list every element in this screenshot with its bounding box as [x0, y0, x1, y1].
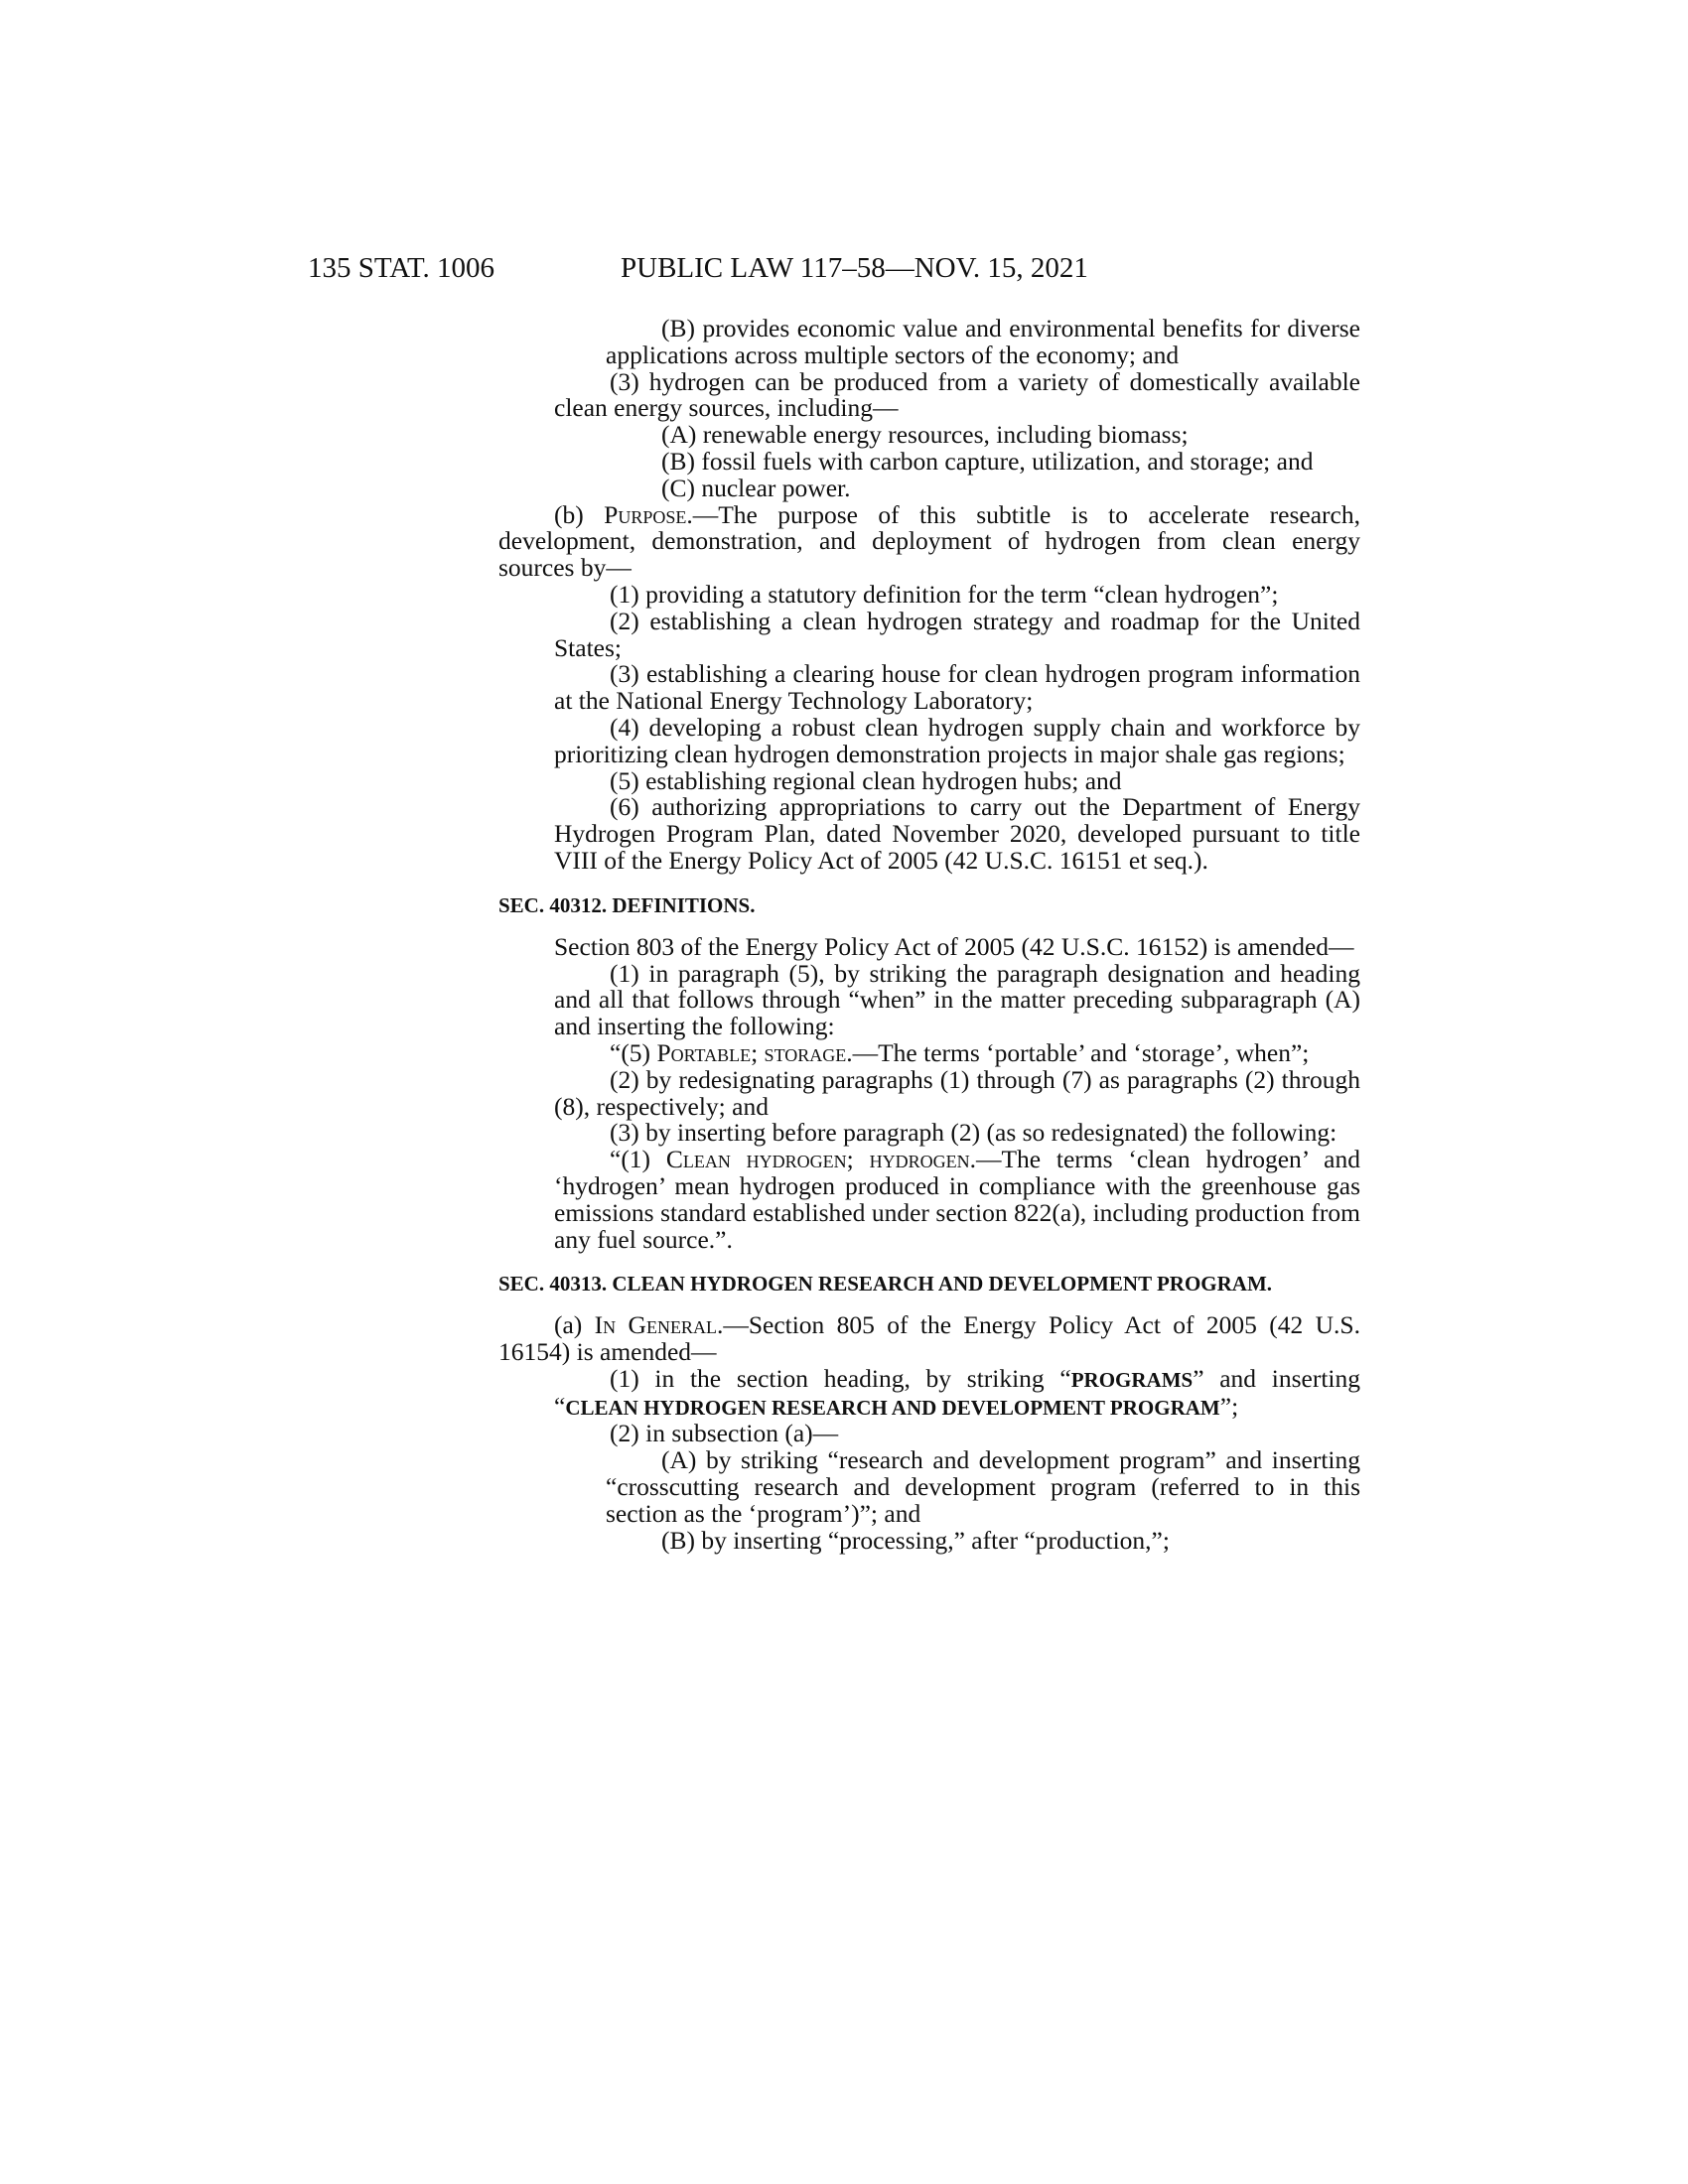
statute-body [498, 316, 1360, 1554]
amendment-text: ”; [1219, 1391, 1239, 1421]
amendment-clause-a: (A) by striking “research and development program” and inserting “crosscutting research and development program (referred to in this section as the ‘program’)”; and [606, 1445, 1360, 1528]
inserted-heading: CLEAN HYDROGEN RESEARCH AND DEVELOPMENT PROGRAM [565, 1395, 1220, 1420]
clause-b-economic-value: (B) provides economic value and environmental benefits for diverse applications across multiple sectors of the economy; and [606, 314, 1360, 369]
amendment-text: (1) in the section heading, by striking “ [610, 1363, 1071, 1393]
clause-a-renewable: (A) renewable energy resources, including biomass; [661, 420, 1189, 450]
subsection-b-purpose [498, 499, 1360, 583]
subsection-a-in-general [498, 1312, 1360, 1366]
definitions-item-2: (2) by redesignating paragraphs (1) through (7) as paragraphs (2) through (8), respectively; and [554, 1064, 1360, 1121]
purpose-item-3: (3) establishing a clearing house for clean hydrogen program information at the National Energy Technology Laboratory; [554, 659, 1360, 716]
amendment-text: ” and inserting “ [554, 1363, 1360, 1421]
definitions-quote-clean-hydrogen [498, 1147, 1360, 1253]
amendment-item-1 [498, 1363, 1360, 1422]
amendment-item-2: (2) in subsection (a)— [610, 1419, 839, 1448]
purpose-item-6: (6) authorizing appropriations to carry out the Department of Energy Hydrogen Program Plan, dated November 2020, developed pursuant to title VIII of the Energy Policy Act of 2005 (42 U.S.C. 16151 et seq.). [554, 792, 1360, 875]
purpose-item-1: (1) providing a statutory definition for the term “clean hydrogen”; [610, 579, 1279, 609]
purpose-item-2: (2) establishing a clean hydrogen strategy and roadmap for the United States; [554, 606, 1360, 662]
general-text: .—Section 805 of the Energy Policy Act of 2005 (42 U.S. 16154) is amended— [498, 1310, 1360, 1367]
struck-heading: PROGRAMS [1070, 1367, 1194, 1392]
quote-prefix: “(1) [610, 1145, 666, 1174]
running-head [308, 248, 1380, 288]
quote-heading: Clean hydrogen; hydrogen [665, 1145, 970, 1174]
public-law-citation: PUBLIC LAW 117–58—NOV. 15, 2021 [621, 252, 1088, 284]
quote-text: .—The terms ‘clean hydrogen’ and ‘hydrogen’ mean hydrogen produced in compliance with the greenhouse gas emissions standard established under section 822(a), including production from any fuel source.”. [554, 1145, 1360, 1254]
purpose-text: .—The purpose of this subtitle is to accelerate research, development, demonstration, and deployment of hydrogen from clean energy sources by— [498, 499, 1360, 583]
purpose-item-5: (5) establishing regional clean hydrogen hubs; and [610, 765, 1122, 795]
quote-prefix: “(5) [610, 1037, 657, 1067]
definitions-quote-portable [498, 1037, 1360, 1067]
purpose-item-4: (4) developing a robust clean hydrogen supply chain and workforce by prioritizing clean hydrogen demonstration projects in major shale gas regions; [554, 712, 1360, 768]
general-prefix: (a) [554, 1310, 595, 1340]
stat-page-number: 135 STAT. 1006 [308, 252, 495, 284]
section-heading-40313: SEC. 40313. CLEAN HYDROGEN RESEARCH AND DEVELOPMENT PROGRAM. [498, 1272, 1273, 1297]
quote-heading: Portable; storage [656, 1037, 847, 1067]
amendment-clause-b: (B) by inserting “processing,” after “production,”; [661, 1525, 1170, 1555]
clause-b-fossil-fuels: (B) fossil fuels with carbon capture, utilization, and storage; and [661, 446, 1314, 476]
purpose-heading: Purpose [604, 499, 687, 529]
section-heading-40312: SEC. 40312. DEFINITIONS. [498, 892, 756, 917]
definitions-intro: Section 803 of the Energy Policy Act of 2005 (42 U.S.C. 16152) is amended— [554, 931, 1354, 961]
general-heading: In General [594, 1310, 717, 1340]
definitions-item-3: (3) by inserting before paragraph (2) (as so redesignated) the following: [610, 1118, 1337, 1148]
quote-text: .—The terms ‘portable’ and ‘storage’, when”; [846, 1037, 1310, 1067]
purpose-prefix: (b) [554, 499, 605, 529]
finding-3-domestic-sources: (3) hydrogen can be produced from a variety of domestically available clean energy sources, including— [554, 366, 1360, 423]
definitions-item-1: (1) in paragraph (5), by striking the paragraph designation and heading and all that follows through “when” in the matter preceding subparagraph (A) and inserting the following: [554, 958, 1360, 1041]
clause-c-nuclear: (C) nuclear power. [661, 473, 851, 502]
